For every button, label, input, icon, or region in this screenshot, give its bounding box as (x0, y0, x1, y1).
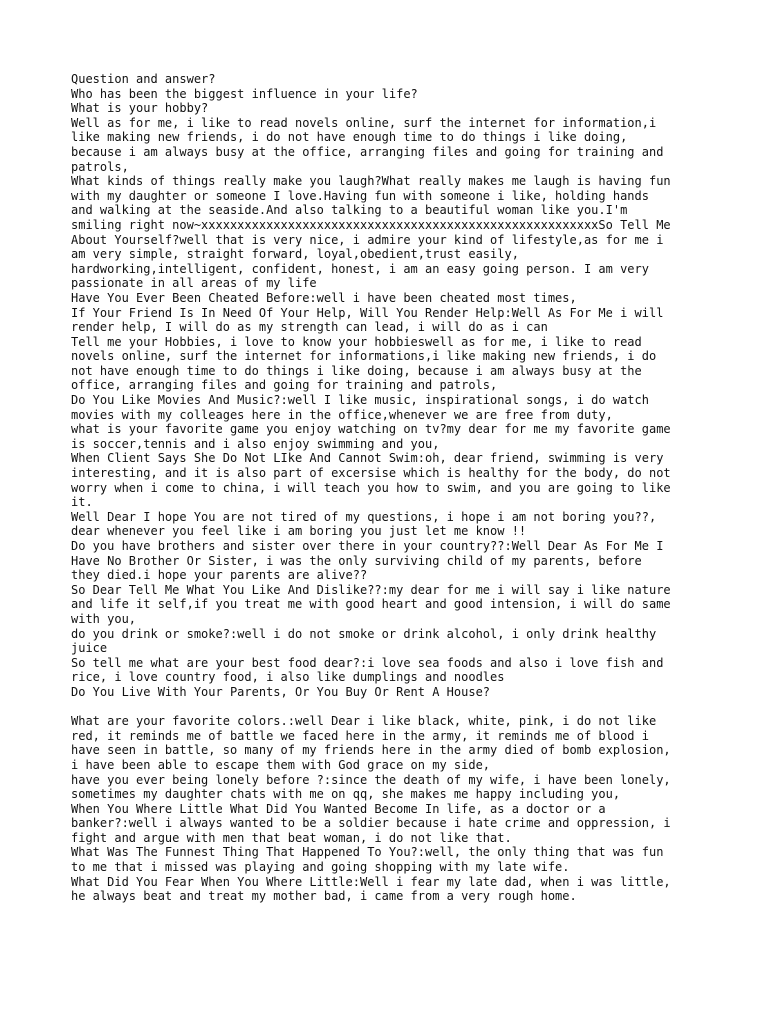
text-line: office, arranging files and going for training and patrols, (71, 378, 498, 393)
text-line: they died.i hope your parents are alive?? (71, 568, 368, 583)
text-line: like making new friends, i do not have enough time to do things i like doing, (71, 130, 628, 145)
text-line: Question and answer? (71, 72, 216, 86)
text-line: not have enough time to do things i like doing, because i am always busy at the (71, 363, 642, 378)
text-line: patrols, (71, 159, 129, 174)
text-line: and life it self,if you treat me with good heart and good intension, i will do same (71, 597, 671, 612)
text-line: banker?:well i always wanted to be a soldier because i hate crime and oppression, i (71, 816, 671, 831)
text-line: have you ever being lonely before ?:since the death of my wife, i have been lonely, (71, 772, 671, 787)
text-line: So tell me what are your best food dear?:i love sea foods and also i love fish and (71, 655, 664, 670)
text-line: sometimes my daughter chats with me on qq, she makes me happy including you, (71, 787, 621, 802)
text-line: juice (71, 641, 108, 656)
text-line: Do you have brothers and sister over there in your country??:Well Dear As For Me I (71, 539, 664, 553)
text-line: novels online, surf the internet for informations,i like making new friends, i do (71, 349, 657, 364)
text-line: interesting, and it is also part of excersise which is healthy for the body, do not (71, 466, 671, 481)
text-line: smiling right now~xxxxxxxxxxxxxxxxxxxxxxxxxxxxxxxxxxxxxxxxxxxxxxxxxxxxxxxSo Tell Me (71, 217, 671, 232)
text-line: Have You Ever Been Cheated Before:well i have been cheated most times, (71, 290, 577, 305)
text-line: So Dear Tell Me What You Like And Dislike??:my dear for me i will say i like nature (71, 582, 671, 597)
text-line: Tell me your Hobbies, i love to know your hobbieswell as for me, i like to read (71, 334, 642, 349)
text-line: is soccer,tennis and i also enjoy swimming and you, (71, 436, 440, 451)
text-line: What kinds of things really make you laugh?What really makes me laugh is having fun (71, 174, 671, 189)
text-line: When You Where Little What Did You Wanted Become In life, as a doctor or a (71, 801, 606, 816)
text-line: i have been able to escape them with God grace on my side, (71, 757, 491, 772)
text-line: am very simple, straight forward, loyal,obedient,trust easily, (71, 247, 519, 262)
text-line: If Your Friend Is In Need Of Your Help, Will You Render Help:Well As For Me i will (71, 305, 664, 320)
text-line: When Client Says She Do Not LIke And Cannot Swim:oh, dear friend, swimming is very (71, 451, 664, 466)
text-line: Have No Brother Or Sister, i was the only surviving child of my parents, before (71, 553, 642, 568)
text-line: because i am always busy at the office, arranging files and going for training and (71, 144, 664, 159)
text-line: he always beat and treat my mother bad, i came from a very rough home. (71, 889, 577, 904)
text-line: what is your favorite game you enjoy watching on tv?my dear for me my favorite game (71, 422, 671, 437)
text-line: movies with my colleages here in the office,whenever we are free from duty, (71, 407, 613, 422)
text-line: it. (71, 495, 93, 510)
text-line: Do You Like Movies And Music?:well I like music, inspirational songs, i do watch (71, 393, 649, 408)
text-line: What Was The Funnest Thing That Happened To You?:well, the only thing that was fun (71, 845, 664, 860)
text-line: passionate in all areas of my life (71, 276, 317, 291)
text-line: Well Dear I hope You are not tired of my questions, i hope i am not boring you??, (71, 509, 657, 524)
text-line: Do You Live With Your Parents, Or You Buy Or Rent A House? (71, 684, 491, 699)
text-line: red, it reminds me of battle we faced here in the army, it reminds me of blood i (71, 728, 649, 743)
text-line: What Did You Fear When You Where Little:Well i fear my late dad, when i was little, (71, 874, 671, 889)
text-line: Who has been the biggest influence in your life? (71, 86, 418, 101)
text-line: and walking at the seaside.And also talking to a beautiful woman like you.I'm (71, 203, 628, 218)
text-line: do you drink or smoke?:well i do not smoke or drink alcohol, i only drink healthy (71, 626, 657, 641)
text-line: Well as for me, i like to read novels online, surf the internet for information,i (71, 115, 657, 130)
text-line: rice, i love country food, i also like dumplings and noodles (71, 670, 505, 685)
text-line: render help, I will do as my strength can lead, i will do as i can (71, 320, 548, 335)
text-line: dear whenever you feel like i am boring you just let me know !! (71, 524, 527, 539)
text-line: hardworking,intelligent, confident, honest, i am an easy going person. I am very (71, 261, 649, 276)
text-line: worry when i come to china, i will teach you how to swim, and you are going to like (71, 480, 671, 495)
text-line: have seen in battle, so many of my friends here in the army died of bomb explosion, (71, 743, 671, 758)
blank-line (71, 700, 708, 715)
text-line: to me that i missed was playing and going shopping with my late wife. (71, 860, 570, 875)
text-line: with my daughter or someone I love.Having fun with someone i like, holding hands (71, 188, 649, 203)
text-line: About Yourself?well that is very nice, i admire your kind of lifestyle,as for me i (71, 232, 664, 247)
text-line: What is your hobby? (71, 101, 209, 116)
text-line: What are your favorite colors.:well Dear i like black, white, pink, i do not like (71, 714, 657, 729)
document-body (71, 72, 708, 904)
text-line: fight and argue with men that beat woman, i do not like that. (71, 830, 512, 845)
text-line: with you, (71, 611, 137, 626)
